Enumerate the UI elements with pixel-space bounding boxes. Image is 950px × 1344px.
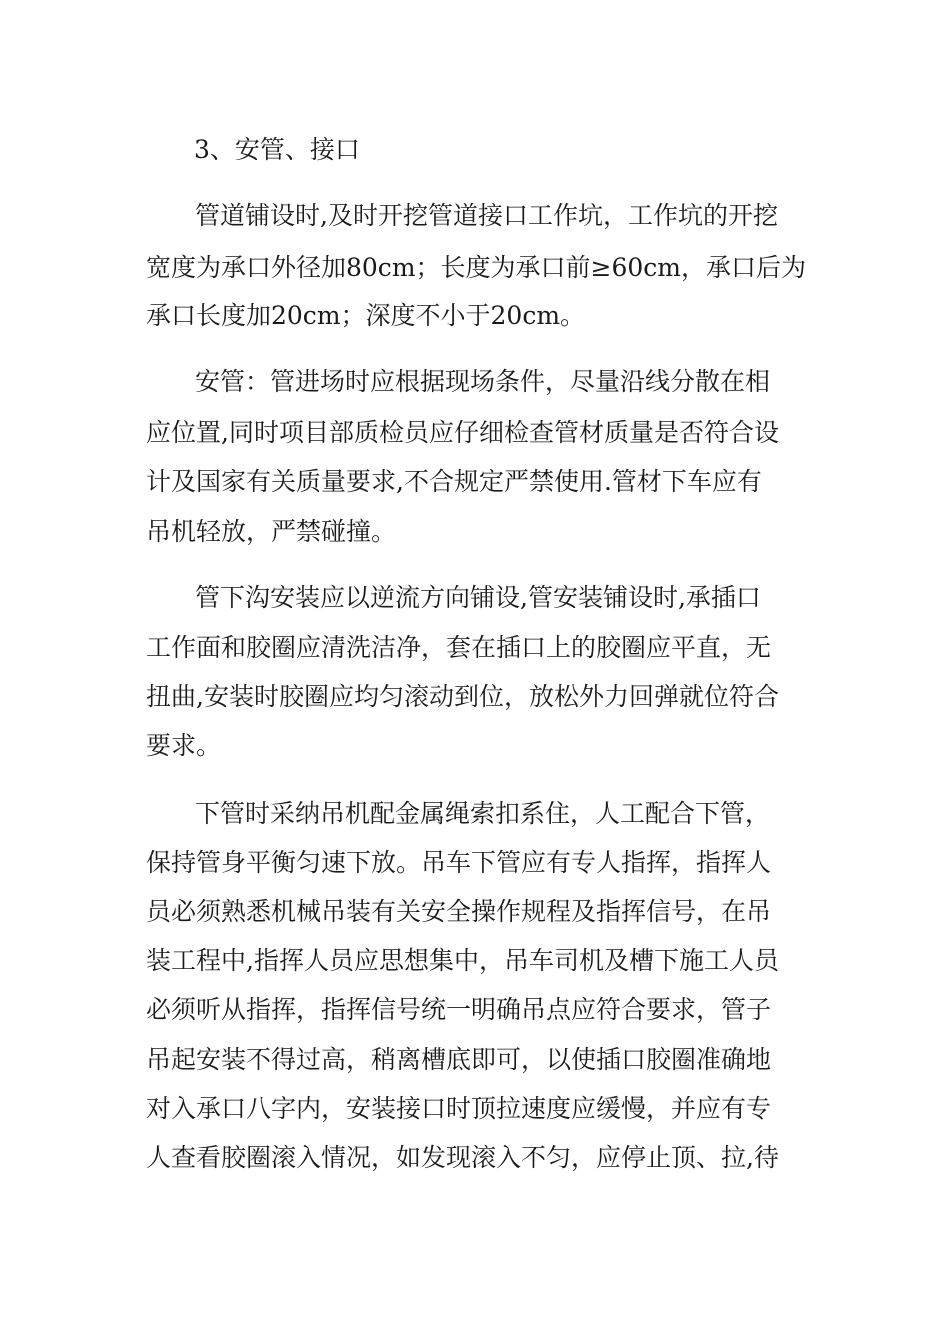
paragraph-1-line-2: 宽度为承口外径加80cm；长度为承口前≥60cm，承口后为 xyxy=(146,253,806,282)
paragraph-2-line-3: 计及国家有关质量要求,不合规定严禁使用.管材下车应有 xyxy=(146,467,762,496)
paragraph-4-line-8: 人查看胶圈滚入情况，如发现滚入不匀，应停止顶、拉,待 xyxy=(146,1143,779,1172)
paragraph-1-line-3: 承口长度加20cm；深度不小于20cm。 xyxy=(146,301,586,330)
paragraph-4-line-6: 吊起安装不得过高，稍离槽底即可，以使插口胶圈准确地 xyxy=(146,1045,772,1074)
paragraph-4-line-5: 必须听从指挥，指挥信号统一明确吊点应符合要求，管子 xyxy=(146,995,772,1024)
paragraph-2-line-1: 安管：管进场时应根据现场条件，尽量沿线分散在相 xyxy=(195,367,771,396)
paragraph-4-line-4: 装工程中,指挥人员应思想集中，吊车司机及槽下施工人员 xyxy=(146,946,779,975)
paragraph-4-line-7: 对入承口八字内，安装接口时顶拉速度应缓慢，并应有专 xyxy=(146,1094,772,1123)
paragraph-1-line-1: 管道铺设时,及时开挖管道接口工作坑，工作坑的开挖 xyxy=(195,201,778,230)
section-heading: 3、安管、接口 xyxy=(194,135,360,164)
paragraph-3-line-3: 扭曲,安装时胶圈应均匀滚动到位，放松外力回弹就位符合 xyxy=(146,682,779,711)
paragraph-3-line-1: 管下沟安装应以逆流方向铺设,管安装铺设时,承插口 xyxy=(195,583,761,612)
paragraph-4-line-3: 员必须熟悉机械吊装有关安全操作规程及指挥信号，在吊 xyxy=(146,897,772,926)
paragraph-3-line-2: 工作面和胶圈应清洗洁净，套在插口上的胶圈应平直，无 xyxy=(146,633,772,662)
paragraph-2-line-4: 吊机轻放，严禁碰撞。 xyxy=(146,517,397,546)
paragraph-2-line-2: 应位置,同时项目部质检员应仔细检查管材质量是否符合设 xyxy=(146,418,779,447)
paragraph-4-line-1: 下管时采纳吊机配金属绳索扣系住，人工配合下管， xyxy=(195,799,771,828)
paragraph-3-line-4: 要求。 xyxy=(146,731,222,760)
paragraph-4-line-2: 保持管身平衡匀速下放。吊车下管应有专人指挥，指挥人 xyxy=(146,848,772,877)
